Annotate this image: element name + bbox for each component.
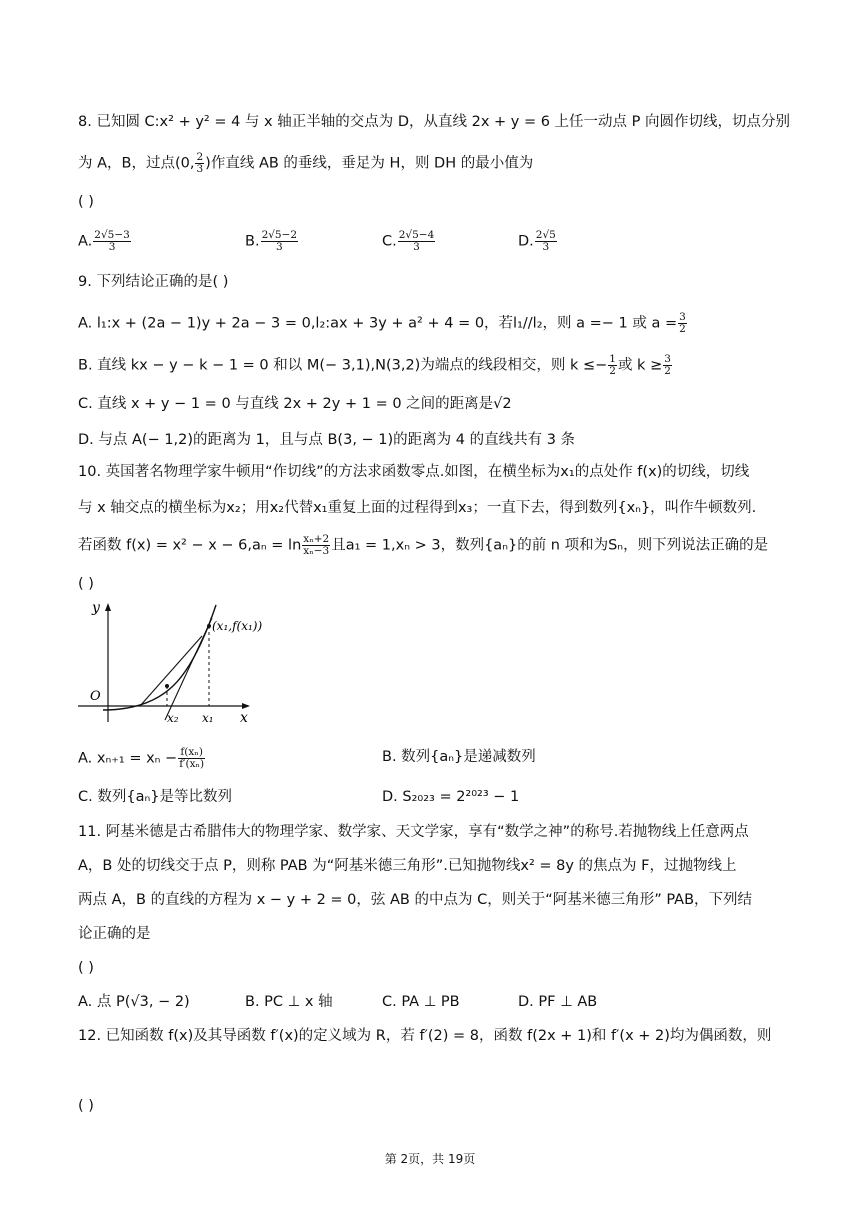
q8-option-c-den: 3 [413,241,420,253]
q10-option-a-den: f′(xₙ) [179,758,205,770]
q10-line3-pre: 若函数 f(x) = x² − x − 6,aₙ = ln [78,537,302,554]
q8-point-den: 3 [196,163,204,175]
y-axis-arrow [105,603,111,611]
q9-option-b-den2: 2 [664,365,671,377]
q10-line2: 与 x 轴交点的横坐标为x₂；用x₂代替x₁重复上面的过程得到x₃；一直下去，得到数列{xₙ}，叫作牛顿数列. [78,500,757,516]
q11-line1: 11. 阿基米德是古希腊伟大的物理学家、数学家、天文学家，享有“数学之神”的称号.若抛物线上任意两点 [78,824,749,840]
q8-line1: 8. 已知圆 C:x² + y² = 4 与 x 轴正半轴的交点为 D，从直线 2x + y = 6 上任一动点 P 向圆作切线，切点分别 [78,114,791,130]
q10-option-b: B. 数列{aₙ}是递减数列 [382,749,536,765]
q8-option-d-label: D. [518,233,534,250]
q8-paren: ( ) [78,194,94,210]
q9-option-b-num2: 3 [664,353,671,365]
q8-line2 [78,152,533,175]
q9-option-b-fraction2 [663,354,672,377]
q9-option-b-den1: 2 [609,365,616,377]
q8-option-a-den: 3 [108,241,116,253]
q11-line2: A，B 处的切线交于点 P，则称 PAB 为“阿基米德三角形”.已知抛物线x² = 8y 的焦点为 F，过抛物线上 [78,858,737,874]
q10-option-a-num: f(xₙ) [178,747,205,759]
q8-option-b-den: 3 [275,241,283,253]
q11-line3: 两点 A，B 的直线的方程为 x − y + 2 = 0，弦 AB 的中点为 C，则关于“阿基米德三角形” PAB，下列结 [78,892,753,908]
q9-option-c: C. 直线 x + y − 1 = 0 与直线 2x + 2y + 1 = 0 之间的距离是√2 [78,396,512,412]
q10-option-a-fraction [178,747,205,770]
q10-option-d: D. S₂₀₂₃ = 2²⁰²³ − 1 [382,789,520,805]
q10-option-c: C. 数列{aₙ}是等比数列 [78,789,232,805]
q12-paren: ( ) [78,1098,94,1114]
q8-option-a-num: 2√5−3 [94,229,130,241]
q11-paren: ( ) [78,960,94,976]
q9-option-a-num: 3 [679,311,686,323]
newton-method-figure [78,598,263,728]
q8-option-b-num: 2√5−2 [261,229,298,241]
x-axis-label: x [240,710,248,726]
q8-point-num: 2 [196,151,204,163]
tangent-point-x2 [165,684,169,688]
q8-option-b-fraction [261,230,299,253]
q9-option-b-text: B. 直线 kx − y − k − 1 = 0 和以 M(− 3,1),N(3,2)为端点的线段相交，则 k ≤− [78,357,608,374]
q10-line3-fraction [302,534,330,557]
q8-option-c-label: C. [382,233,397,250]
q8-option-c-num: 2√5−4 [398,229,435,241]
q8-option-c-fraction [398,230,436,253]
q8-option-a-label: A. [78,233,93,250]
y-axis-label: y [92,600,100,616]
q8-option-d-den: 3 [542,241,550,253]
q10-line3-den: xₙ−3 [303,545,330,557]
q12-line1: 12. 已知函数 f(x)及其导函数 f′(x)的定义域为 R，若 f′(2) = 8，函数 f(2x + 1)和 f′(x + 2)均为偶函数，则 [78,1028,772,1044]
origin-label: O [90,689,101,704]
q8-option-b-label: B. [245,233,260,250]
tangent-at-x2 [140,636,202,706]
q9-option-b-fraction1 [608,354,617,377]
q9-option-b-num1: 1 [609,353,616,365]
q8-point-close: ) [205,155,211,172]
q11-option-c: C. PA ⊥ PB [382,994,460,1010]
q11-option-a: A. 点 P(√3, − 2) [78,994,190,1010]
q10-option-a-text: A. xₙ₊₁ = xₙ − [78,750,178,767]
q11-option-b: B. PC ⊥ x 轴 [245,994,333,1010]
q10-line1: 10. 英国著名物理学家牛顿用“作切线”的方法求函数零点.如图，在横坐标为x₁的点处作 f(x)的切线，切线 [78,464,750,480]
q9-stem: 9. 下列结论正确的是( ) [78,274,229,290]
q8-line2-pre: 为 A，B，过点 [78,155,175,172]
q9-option-a-den: 2 [679,323,686,335]
x-axis-arrow [242,703,250,709]
q9-option-a [78,312,688,335]
q9-option-a-text: A. l₁:x + (2a − 1)y + 2a − 3 = 0,l₂:ax + 3y + a² + 4 = 0，若l₁//l₂，则 a =− 1 或 a = [78,315,678,332]
q10-paren: ( ) [78,576,94,592]
x2-label: x₂ [167,711,179,725]
point-label: (x₁,f(x₁)) [212,619,263,633]
q9-option-a-fraction [678,312,687,335]
q8-option-d-fraction [535,230,557,253]
q8-point-open: (0, [174,155,195,172]
q11-option-d: D. PF ⊥ AB [518,994,598,1010]
q8-option-d [518,230,558,253]
q8-option-a-fraction [93,230,131,253]
q9-option-b [78,354,673,377]
q11-line4: 论正确的是 [78,926,151,942]
q9-option-b-mid: 或 k ≥ [617,357,663,374]
q10-option-a [78,747,206,770]
q8-point-fraction [195,152,204,175]
x1-label: x₁ [202,711,214,725]
function-curve [103,605,216,710]
q8-option-d-num: 2√5 [535,229,556,241]
q10-line3 [78,534,768,557]
q9-option-d: D. 与点 A(− 1,2)的距离为 1，且与点 B(3, − 1)的距离为 4 的直线共有 3 条 [78,432,576,448]
q10-line3-post: 且a₁ = 1,xₙ > 3，数列{aₙ}的前 n 项和为Sₙ，则下列说法正确的是 [331,537,769,554]
q8-option-c [382,230,436,253]
q10-line3-num: xₙ+2 [303,533,330,545]
page-footer: 第 2页，共 19页 [384,1152,476,1166]
q8-line2-post: 作直线 AB 的垂线，垂足为 H，则 DH 的最小值为 [210,155,534,172]
q8-option-b [245,230,299,253]
tangent-point-x1 [207,624,211,628]
q8-option-a [78,230,132,253]
